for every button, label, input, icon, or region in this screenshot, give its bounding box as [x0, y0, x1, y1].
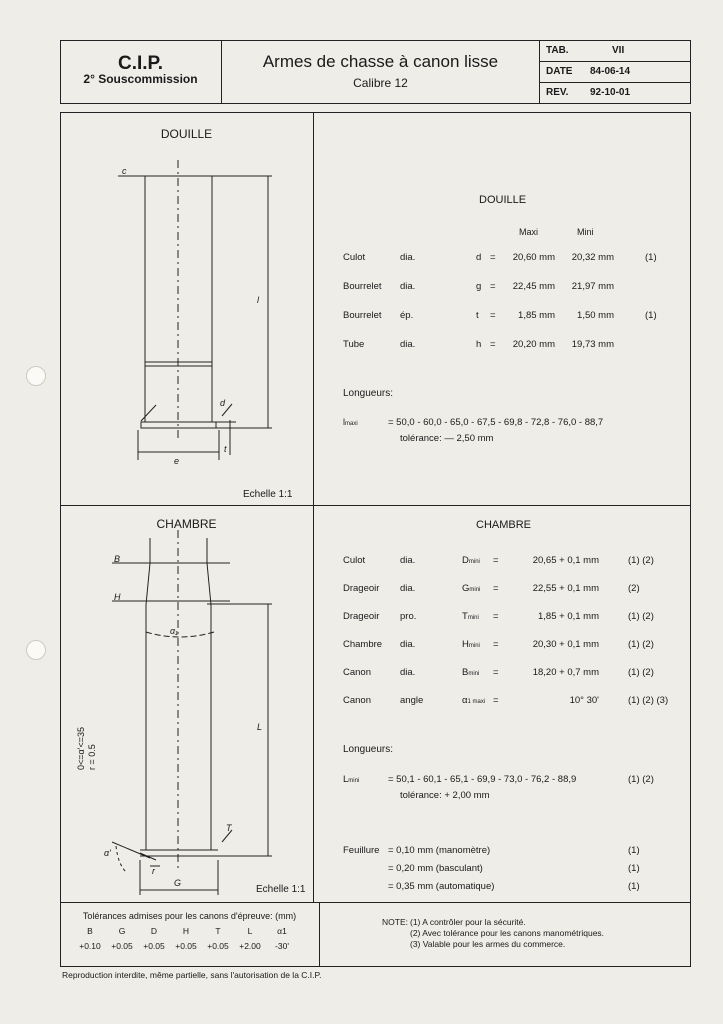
spec-equals: =	[493, 667, 499, 678]
douille-scale: Echelle 1:1	[243, 489, 293, 500]
spec-value: 22,55 + 0,1 mm	[532, 583, 599, 594]
feuillure-note: (1)	[628, 863, 640, 874]
feuillure-label: Feuillure	[343, 845, 380, 856]
spec-note: (2)	[628, 583, 640, 594]
symbol: G	[462, 583, 470, 594]
tolerance-letter: T	[215, 926, 221, 936]
spec-equals: =	[490, 339, 496, 350]
rev-label: REV.	[546, 87, 569, 98]
chambre-L-tolerance: tolérance: + 2,00 mm	[400, 790, 490, 801]
tolerance-letter: D	[150, 926, 158, 936]
spec-kind: pro.	[400, 611, 417, 622]
spec-part: Chambre	[343, 639, 383, 650]
spec-max: 22,45 mm	[512, 281, 555, 292]
spec-symbol	[462, 667, 479, 678]
chambre-lengths-label: Longueurs:	[343, 744, 394, 755]
spec-symbol	[462, 695, 485, 706]
tolerance-letter: α1	[277, 926, 287, 936]
spec-kind: dia.	[400, 667, 416, 678]
douille-drawing-title: DOUILLE	[160, 127, 213, 141]
spec-kind: dia.	[400, 583, 416, 594]
note-item: (1) A contrôler pour la sécurité.	[410, 917, 526, 927]
note-item: (2) Avec tolérance pour les canons manométriques.	[410, 928, 605, 938]
spec-part: Canon	[343, 667, 371, 678]
col-maxi: Maxi	[519, 227, 539, 237]
subcommission: 2° Souscommission	[83, 72, 198, 86]
spec-part: Bourrelet	[343, 310, 382, 321]
douille-title: DOUILLE	[479, 194, 527, 206]
spec-symbol: h	[476, 339, 482, 350]
date-value: 84-06-14	[590, 66, 631, 77]
spec-kind: dia.	[400, 555, 416, 566]
angle-condition	[76, 710, 100, 770]
tolerance-letter: H	[182, 926, 190, 936]
spec-part: Bourrelet	[343, 281, 382, 292]
chambre-L-symbol	[343, 774, 359, 785]
subscript: 1 maxi	[467, 699, 486, 705]
tab-label: TAB.	[546, 45, 569, 56]
subscript: mini	[469, 587, 481, 593]
condition-1: 0<=α'<=35	[76, 727, 86, 770]
label-l: l	[257, 295, 259, 305]
subscript: mini	[468, 643, 480, 649]
symbol: D	[462, 555, 469, 566]
label-d: d	[220, 398, 226, 408]
spec-kind: angle	[400, 695, 424, 706]
spec-note: (1) (2)	[628, 611, 654, 622]
spec-note: (1) (2)	[628, 667, 654, 678]
douille-l-tolerance: tolérance: — 2,50 mm	[400, 433, 494, 444]
col-mini: Mini	[577, 227, 594, 237]
spec-kind: dia.	[400, 339, 416, 350]
date-label: DATE	[546, 66, 573, 77]
spec-equals: =	[490, 310, 496, 321]
spec-part: Canon	[343, 695, 371, 706]
feuillure-value: = 0,10 mm (manomètre)	[388, 845, 491, 856]
spec-max: 1,85 mm	[518, 310, 555, 321]
spec-equals: =	[493, 639, 499, 650]
label-c: c	[122, 166, 127, 176]
page-title: Armes de chasse à canon lisse	[262, 52, 499, 71]
l-symbol: l	[343, 417, 345, 427]
spec-symbol	[462, 583, 480, 594]
spec-symbol	[462, 611, 479, 622]
spec-min: 21,97 mm	[571, 281, 614, 292]
symbol: H	[462, 639, 469, 650]
tolerance-value: +0.10	[79, 941, 101, 951]
tolerance-value: +0.05	[175, 941, 197, 951]
feuillure-value: = 0,35 mm (automatique)	[388, 881, 495, 892]
tolerance-value: -30'	[275, 941, 289, 951]
spec-kind: dia.	[400, 639, 416, 650]
spec-note: (1) (2)	[628, 639, 654, 650]
tolerance-value: +0.05	[207, 941, 229, 951]
spec-symbol: d	[476, 252, 482, 263]
feuillure-note: (1)	[628, 881, 640, 892]
tab-value: VII	[612, 45, 625, 56]
tolerances-title: Tolérances admises pour les canons d'épreuve: (mm)	[82, 911, 297, 921]
douille-lengths-label: Longueurs:	[343, 388, 394, 399]
symbol: B	[462, 667, 469, 678]
feuillure-note: (1)	[628, 845, 640, 856]
tolerance-letter: G	[118, 926, 126, 936]
spec-value: 10° 30'	[569, 695, 599, 706]
spec-part: Drageoir	[343, 611, 380, 622]
symbol: T	[462, 611, 468, 622]
label-h: H	[114, 592, 121, 602]
tolerance-value: +2.00	[239, 941, 261, 951]
spec-value: 1,85 + 0,1 mm	[538, 611, 599, 622]
chambre-scale: Echelle 1:1	[256, 884, 306, 895]
label-G: G	[174, 878, 182, 888]
notes-label: NOTE:	[382, 917, 408, 927]
feuillure-value: = 0,20 mm (basculant)	[388, 863, 483, 874]
label-alpha-prime: α'	[104, 848, 111, 858]
spec-equals: =	[493, 555, 499, 566]
spec-equals: =	[490, 252, 496, 263]
spec-note: (1) (2)	[628, 555, 654, 566]
spec-max: 20,20 mm	[512, 339, 555, 350]
spec-equals: =	[493, 583, 499, 594]
org-name: C.I.P.	[117, 53, 164, 74]
chambre-L-values: = 50,1 - 60,1 - 65,1 - 69,9 - 73,0 - 76,2 - 88,9	[388, 774, 577, 785]
tolerance-letter: L	[247, 926, 253, 936]
label-L: L	[257, 722, 263, 732]
rev-value: 92-10-01	[590, 87, 631, 98]
douille-l-values: = 50,0 - 60,0 - 65,0 - 67,5 - 69,8 - 72,8 - 76,0 - 88,7	[388, 417, 604, 428]
subscript: mini	[467, 615, 479, 621]
spec-value: 18,20 + 0,7 mm	[532, 667, 599, 678]
label-t: t	[224, 444, 227, 454]
label-T: T	[226, 823, 232, 833]
L-symbol: L	[343, 774, 349, 785]
spec-symbol: g	[476, 281, 482, 292]
spec-equals: =	[493, 611, 499, 622]
spec-part: Drageoir	[343, 583, 380, 594]
chambre-drawing-title: CHAMBRE	[156, 517, 217, 531]
spec-note: (1) (2) (3)	[628, 695, 669, 706]
L-subscript: mini	[348, 778, 360, 784]
spec-min: 1,50 mm	[577, 310, 614, 321]
spec-min: 20,32 mm	[571, 252, 614, 263]
spec-symbol: t	[476, 310, 479, 321]
label-e: e	[174, 456, 180, 466]
spec-kind: dia.	[400, 281, 416, 292]
spec-symbol	[462, 555, 480, 566]
l-subscript: maxi	[345, 421, 358, 427]
tolerance-value: +0.05	[143, 941, 165, 951]
spec-note: (1)	[645, 252, 657, 263]
spec-note: (1)	[645, 310, 657, 321]
douille-l-symbol	[343, 417, 358, 427]
spec-kind: dia.	[400, 252, 416, 263]
tolerance-value: +0.05	[111, 941, 133, 951]
chambre-L-note: (1) (2)	[628, 774, 654, 785]
spec-min: 19,73 mm	[571, 339, 614, 350]
spec-part: Culot	[343, 252, 366, 263]
label-alpha1: α₁	[170, 626, 178, 636]
spec-max: 20,60 mm	[512, 252, 555, 263]
condition-2: r = 0.5	[87, 744, 97, 770]
spec-value: 20,30 + 0,1 mm	[532, 639, 599, 650]
subscript: mini	[468, 559, 480, 565]
chambre-title: CHAMBRE	[476, 519, 532, 531]
note-item: (3) Valable pour les armes du commerce.	[410, 939, 566, 949]
label-b: B	[114, 554, 121, 564]
caliber: Calibre 12	[353, 76, 408, 90]
symbol: α	[462, 695, 468, 706]
spec-kind: ép.	[400, 310, 414, 321]
tolerance-letter: B	[87, 926, 93, 936]
spec-part: Tube	[343, 339, 365, 350]
label-r: r	[152, 866, 155, 876]
spec-symbol	[462, 639, 480, 650]
footer-text: Reproduction interdite, même partielle, sans l'autorisation de la C.I.P.	[62, 970, 322, 980]
spec-equals: =	[493, 695, 499, 706]
spec-equals: =	[490, 281, 496, 292]
spec-value: 20,65 + 0,1 mm	[532, 555, 599, 566]
subscript: mini	[468, 671, 480, 677]
spec-part: Culot	[343, 555, 366, 566]
